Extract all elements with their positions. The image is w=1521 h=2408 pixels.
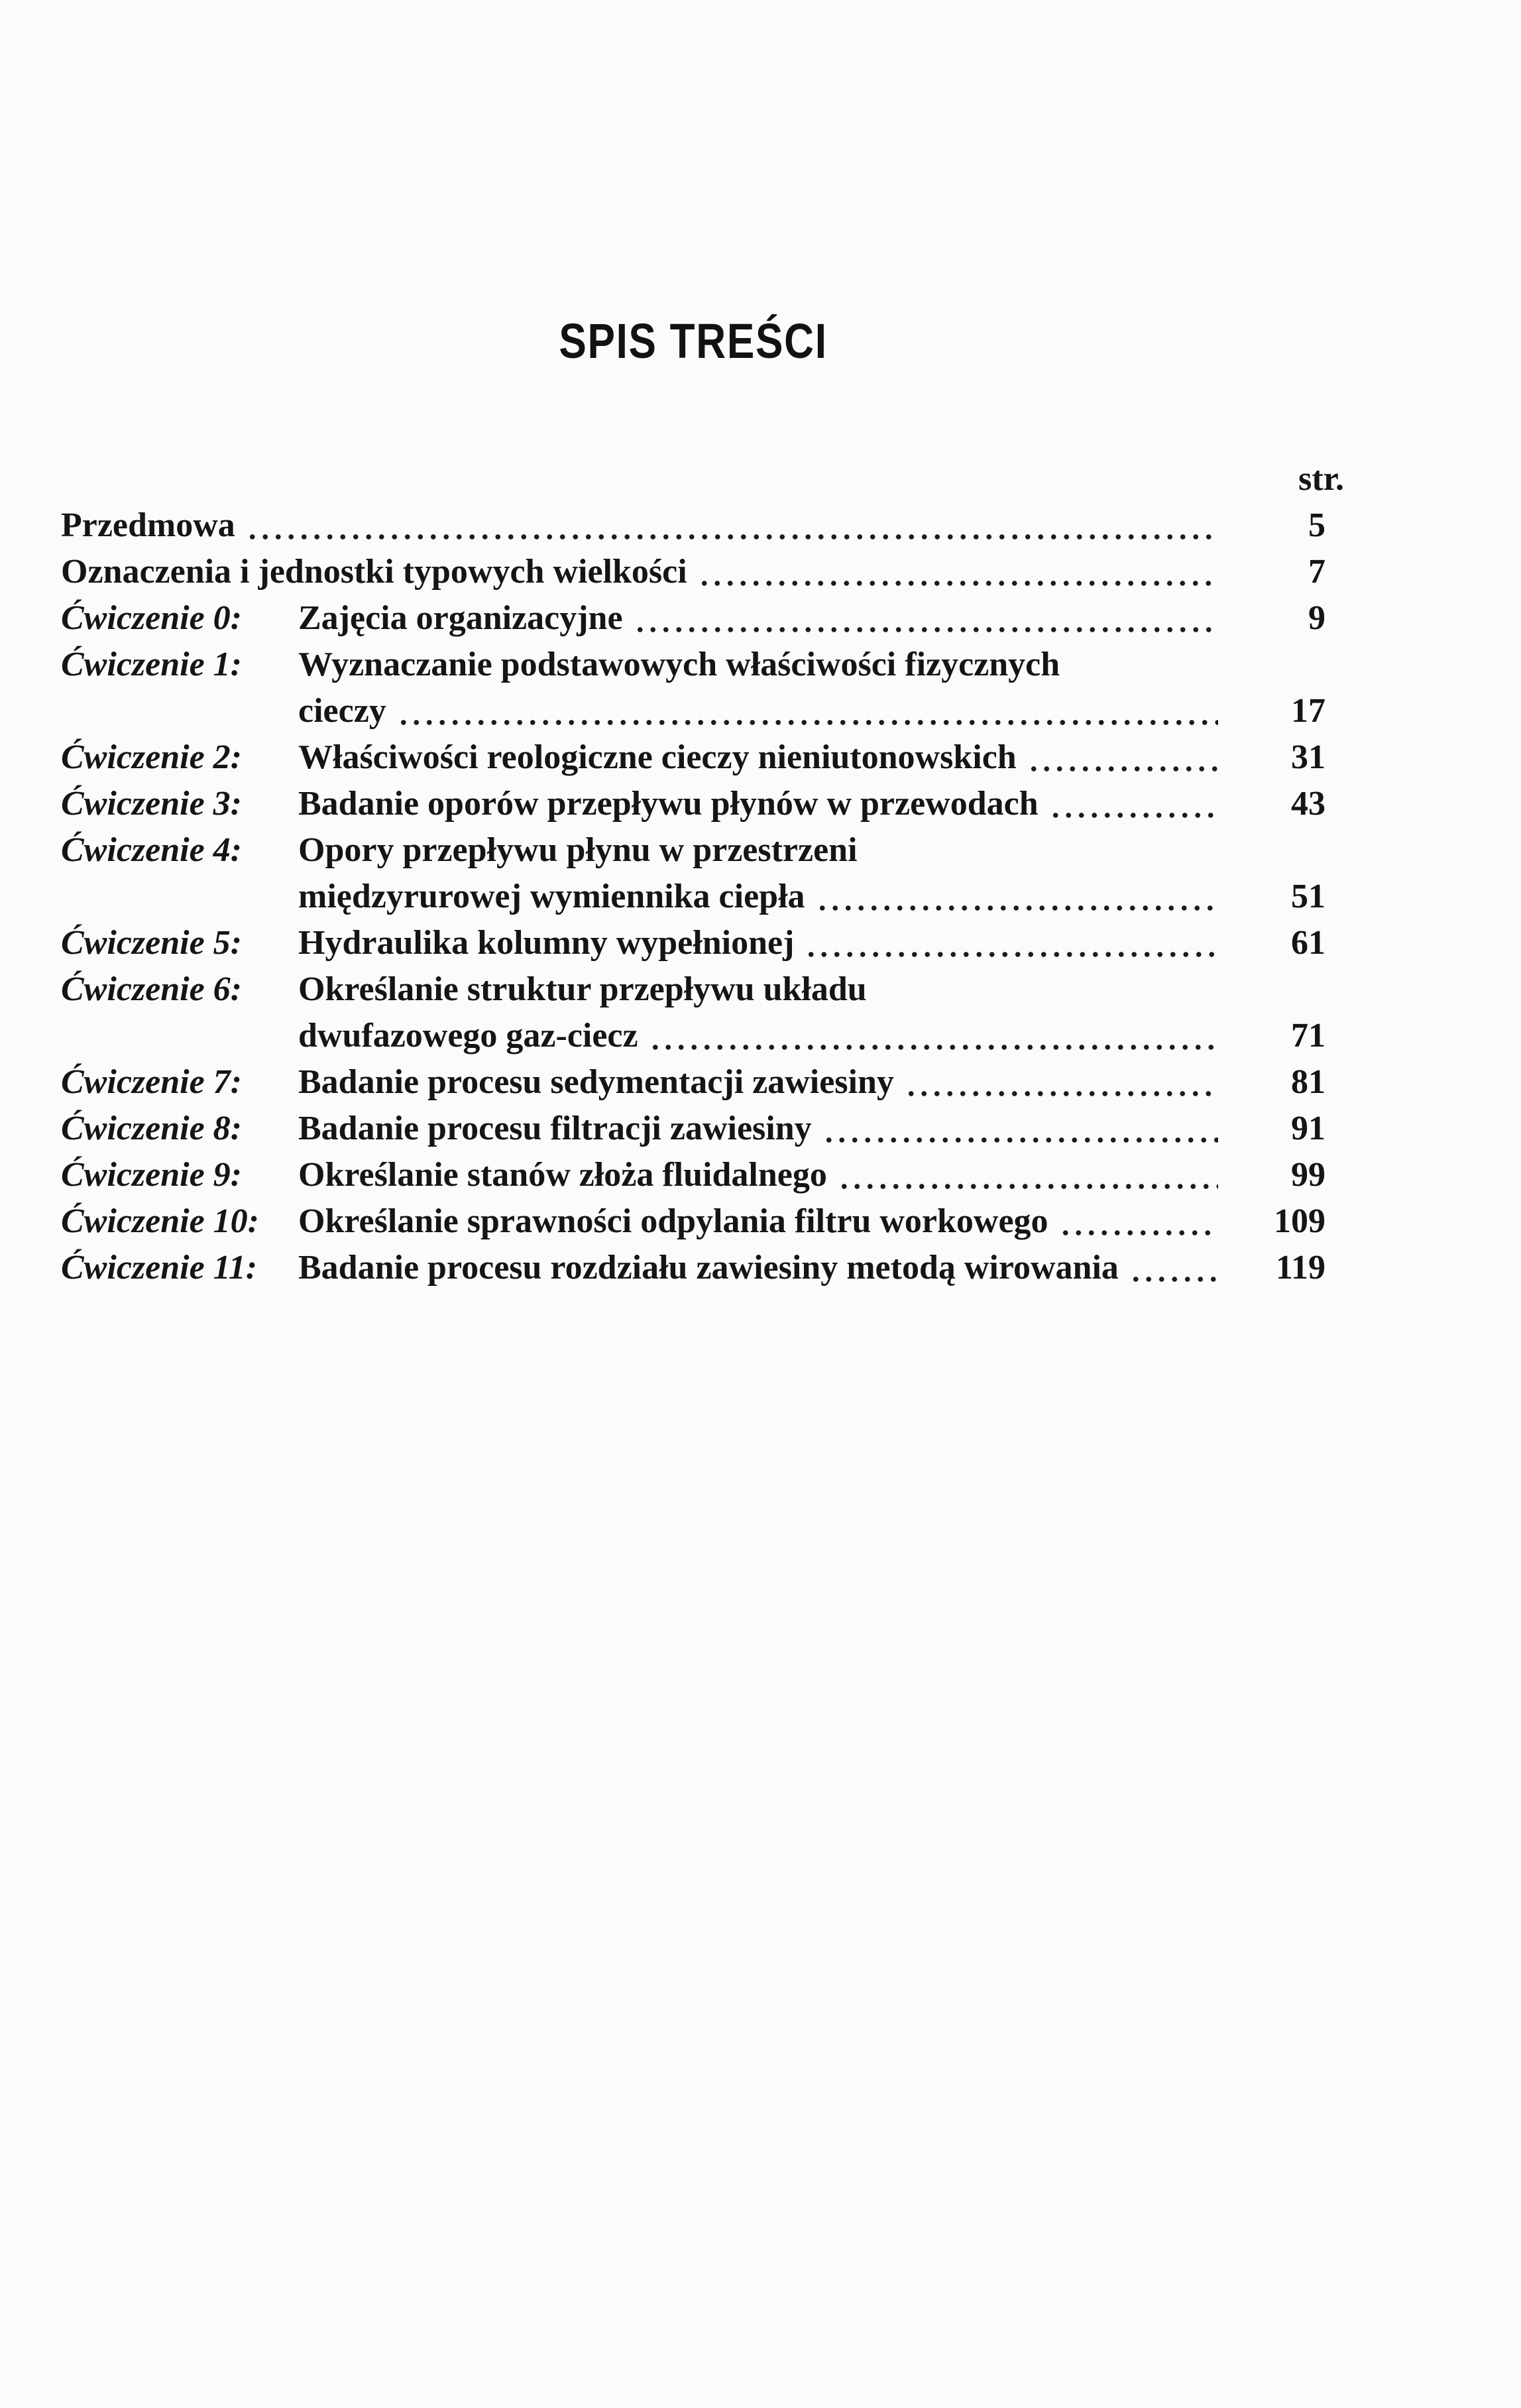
entry-page-number: 91 (1291, 1110, 1325, 1147)
entry-label: Ćwiczenie 8: (61, 1110, 242, 1147)
toc-entry-cwiczenie-1 (61, 642, 1325, 688)
entry-title-continuation: cieczy (298, 692, 386, 730)
toc-entry-cwiczenie-10 (61, 1198, 1325, 1245)
dot-leader (1049, 781, 1218, 827)
entry-page-number: 99 (1291, 1156, 1325, 1194)
entry-page-number: 61 (1291, 924, 1325, 962)
entry-title: Wyznaczanie podstawowych właściwości fizycznych (298, 646, 1060, 683)
entry-title: Badanie oporów przepływu płynów w przewodach (298, 785, 1039, 823)
entry-label: Ćwiczenie 3: (61, 785, 242, 823)
entry-title: Badanie procesu sedymentacji zawiesiny (298, 1063, 894, 1101)
entry-title: Przedmowa (61, 506, 235, 544)
entry-label: Ćwiczenie 7: (61, 1063, 242, 1101)
entry-page-number: 119 (1275, 1249, 1325, 1287)
entry-page-number: 17 (1291, 692, 1325, 730)
dot-leader (397, 688, 1218, 734)
toc-entry-cwiczenie-4-continuation (61, 874, 1325, 920)
dot-leader (649, 1013, 1218, 1059)
dot-leader (816, 874, 1218, 920)
dot-leader (822, 1106, 1218, 1152)
toc-entry-cwiczenie-9 (61, 1152, 1325, 1198)
dot-leader (1129, 1245, 1218, 1291)
entry-title: Opory przepływu płynu w przestrzeni (298, 831, 858, 869)
entry-label: Ćwiczenie 10: (61, 1202, 259, 1240)
entry-page-number: 81 (1291, 1063, 1325, 1101)
entry-label: Ćwiczenie 2: (61, 738, 242, 776)
entry-label: Ćwiczenie 9: (61, 1156, 242, 1194)
entry-label-spacer (61, 1013, 298, 1059)
entry-title: Określanie struktur przepływu układu (298, 970, 867, 1008)
dot-leader (246, 502, 1218, 549)
entry-page-number: 5 (1308, 506, 1325, 544)
entry-title: Oznaczenia i jednostki typowych wielkości (61, 553, 687, 591)
entry-title: Określanie stanów złoża fluidalnego (298, 1156, 827, 1194)
toc-entry-cwiczenie-11 (61, 1245, 1325, 1291)
entry-page-number: 109 (1274, 1202, 1325, 1240)
entry-title-continuation: międzyrurowej wymiennika ciepła (298, 878, 805, 915)
entry-label-spacer (61, 688, 298, 734)
dot-leader (805, 920, 1218, 966)
entry-title-continuation: dwufazowego gaz-ciecz (298, 1017, 638, 1055)
entry-title: Badanie procesu rozdziału zawiesiny metodą wirowania (298, 1249, 1119, 1287)
dot-leader (1027, 734, 1218, 781)
page-column-header-row (61, 456, 1344, 502)
entry-label: Ćwiczenie 4: (61, 831, 242, 869)
entry-page-number: 7 (1308, 553, 1325, 591)
entry-label-spacer (61, 874, 298, 920)
page-column-header: str. (1298, 460, 1344, 498)
dot-leader (698, 549, 1218, 595)
table-of-contents (61, 456, 1344, 1291)
toc-entry-cwiczenie-6-continuation (61, 1013, 1325, 1059)
entry-page-number: 71 (1291, 1017, 1325, 1055)
entry-title: Zajęcia organizacyjne (298, 599, 623, 637)
toc-entry-cwiczenie-2 (61, 734, 1325, 781)
toc-entry-cwiczenie-6 (61, 966, 1325, 1013)
entry-page-number: 31 (1291, 738, 1325, 776)
entry-page-number: 51 (1291, 878, 1325, 915)
entry-title: Właściwości reologiczne cieczy nieniutonowskich (298, 738, 1017, 776)
toc-entry-cwiczenie-1-continuation (61, 688, 1325, 734)
dot-leader (905, 1059, 1218, 1106)
entry-page-number: 43 (1291, 785, 1325, 823)
toc-entry-cwiczenie-8 (61, 1106, 1325, 1152)
dot-leader (838, 1152, 1218, 1198)
entry-label: Ćwiczenie 11: (61, 1249, 258, 1287)
toc-entry-cwiczenie-3 (61, 781, 1325, 827)
entry-title: Hydraulika kolumny wypełnionej (298, 924, 795, 962)
dot-leader (1059, 1198, 1218, 1245)
toc-entry-cwiczenie-7 (61, 1059, 1325, 1106)
toc-entry-cwiczenie-4 (61, 827, 1325, 874)
entry-page-number: 9 (1308, 599, 1325, 637)
header-spacer (72, 456, 1237, 502)
dot-leader (634, 595, 1218, 642)
entry-label: Ćwiczenie 1: (61, 646, 242, 683)
entry-title: Określanie sprawności odpylania filtru workowego (298, 1202, 1048, 1240)
toc-entry-cwiczenie-0 (61, 595, 1325, 642)
toc-entry-cwiczenie-5 (61, 920, 1325, 966)
entry-title: Badanie procesu filtracji zawiesiny (298, 1110, 812, 1147)
entry-label: Ćwiczenie 5: (61, 924, 242, 962)
toc-entry-oznaczenia (61, 549, 1325, 595)
toc-entry-przedmowa (61, 502, 1325, 549)
entry-label: Ćwiczenie 0: (61, 599, 242, 637)
page-title: SPIS TREŚCI (559, 314, 828, 369)
entry-label: Ćwiczenie 6: (61, 970, 242, 1008)
